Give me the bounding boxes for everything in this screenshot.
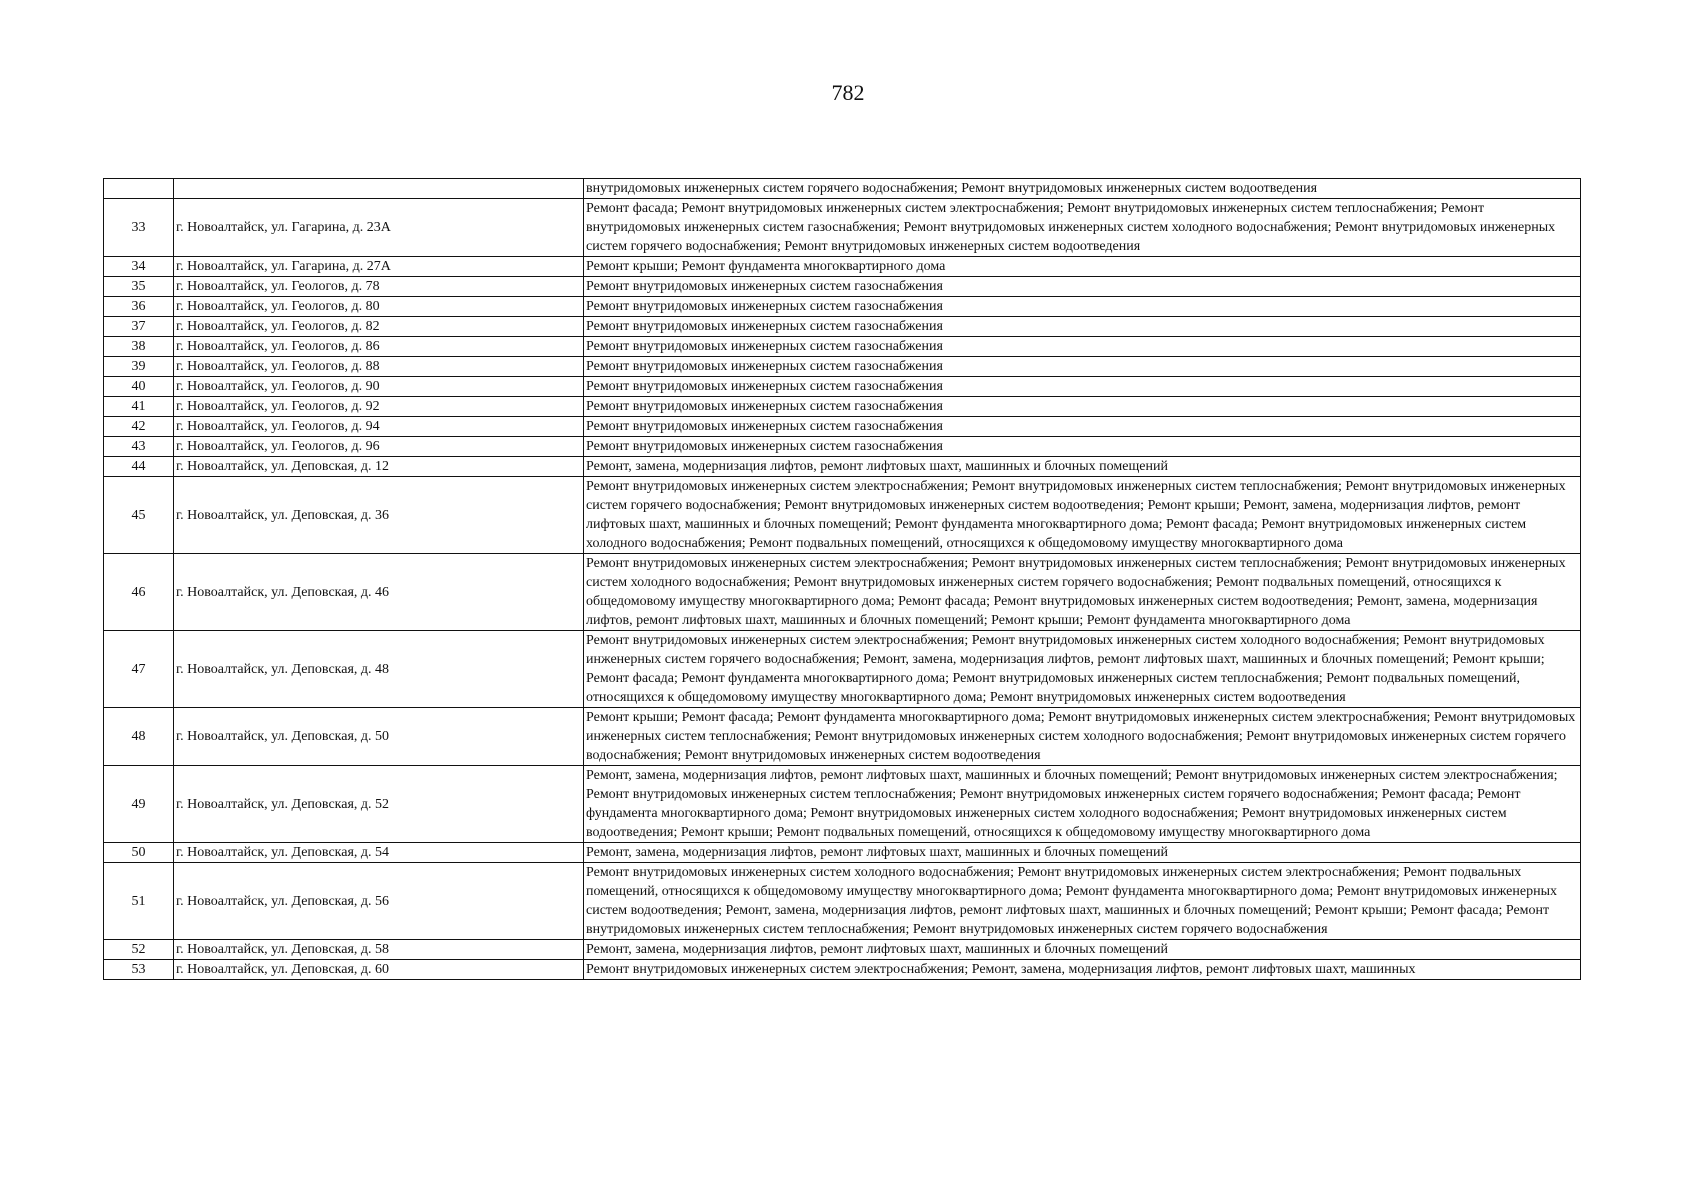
row-address: г. Новоалтайск, ул. Гагарина, д. 23А — [174, 199, 584, 257]
row-number: 48 — [104, 708, 174, 766]
row-address: г. Новоалтайск, ул. Геологов, д. 90 — [174, 377, 584, 397]
row-address: г. Новоалтайск, ул. Геологов, д. 86 — [174, 337, 584, 357]
row-number: 51 — [104, 863, 174, 940]
row-address: г. Новоалтайск, ул. Деповская, д. 50 — [174, 708, 584, 766]
page-number: 782 — [831, 80, 865, 105]
table-row — [104, 960, 1581, 980]
row-number: 41 — [104, 397, 174, 417]
table-row — [104, 297, 1581, 317]
row-number: 42 — [104, 417, 174, 437]
table-row — [104, 457, 1581, 477]
row-address: г. Новоалтайск, ул. Деповская, д. 48 — [174, 631, 584, 708]
row-works: Ремонт, замена, модернизация лифтов, ремонт лифтовых шахт, машинных и блочных помещений — [584, 457, 1581, 477]
row-address: г. Новоалтайск, ул. Деповская, д. 36 — [174, 477, 584, 554]
row-works: Ремонт внутридомовых инженерных систем газоснабжения — [584, 417, 1581, 437]
row-number: 44 — [104, 457, 174, 477]
row-number: 49 — [104, 766, 174, 843]
row-address: г. Новоалтайск, ул. Деповская, д. 54 — [174, 843, 584, 863]
row-number: 46 — [104, 554, 174, 631]
row-number: 37 — [104, 317, 174, 337]
table-row — [104, 179, 1581, 199]
row-number: 40 — [104, 377, 174, 397]
row-number: 50 — [104, 843, 174, 863]
table-row — [104, 277, 1581, 297]
row-address: г. Новоалтайск, ул. Деповская, д. 60 — [174, 960, 584, 980]
row-address: г. Новоалтайск, ул. Гагарина, д. 27А — [174, 257, 584, 277]
table-row — [104, 631, 1581, 708]
row-works: Ремонт, замена, модернизация лифтов, ремонт лифтовых шахт, машинных и блочных помещений — [584, 940, 1581, 960]
table-row — [104, 397, 1581, 417]
row-works: Ремонт внутридомовых инженерных систем газоснабжения — [584, 377, 1581, 397]
row-works: Ремонт внутридомовых инженерных систем холодного водоснабжения; Ремонт внутридомовых инженерных систем электроснабжения; Ремонт подвальных помещений, относящихся к общедомовому имуществу многоквартирного дома; Ремонт фундамента многоквартирного дома; Ремонт внутридомовых инженерных систем водоотведения; Ремонт, замена, модернизация лифтов, ремонт лифтовых шахт, машинных и блочных помещений; Ремонт крыши; Ремонт фасада; Ремонт внутридомовых инженерных систем теплоснабжения; Ремонт внутридомовых инженерных систем горячего водоснабжения — [584, 863, 1581, 940]
table-row — [104, 337, 1581, 357]
row-number — [104, 179, 174, 199]
row-address: г. Новоалтайск, ул. Деповская, д. 12 — [174, 457, 584, 477]
row-works: Ремонт, замена, модернизация лифтов, ремонт лифтовых шахт, машинных и блочных помещений; Ремонт внутридомовых инженерных систем электроснабжения; Ремонт внутридомовых инженерных систем теплоснабжения; Ремонт внутридомовых инженерных систем горячего водоснабжения; Ремонт фасада; Ремонт фундамента многоквартирного дома; Ремонт внутридомовых инженерных систем холодного водоснабжения; Ремонт внутридомовых инженерных систем водоотведения; Ремонт крыши; Ремонт подвальных помещений, относящихся к общедомовому имуществу многоквартирного дома — [584, 766, 1581, 843]
row-number: 45 — [104, 477, 174, 554]
row-number: 35 — [104, 277, 174, 297]
row-address: г. Новоалтайск, ул. Геологов, д. 80 — [174, 297, 584, 317]
row-address: г. Новоалтайск, ул. Деповская, д. 56 — [174, 863, 584, 940]
row-address: г. Новоалтайск, ул. Геологов, д. 94 — [174, 417, 584, 437]
row-works: Ремонт внутридомовых инженерных систем газоснабжения — [584, 277, 1581, 297]
row-works: Ремонт внутридомовых инженерных систем газоснабжения — [584, 337, 1581, 357]
table-row — [104, 766, 1581, 843]
row-works: Ремонт крыши; Ремонт фасада; Ремонт фундамента многоквартирного дома; Ремонт внутридомовых инженерных систем электроснабжения; Ремонт внутридомовых инженерных систем теплоснабжения; Ремонт внутридомовых инженерных систем холодного водоснабжения; Ремонт внутридомовых инженерных систем горячего водоснабжения; Ремонт внутридомовых инженерных систем водоотведения — [584, 708, 1581, 766]
row-address — [174, 179, 584, 199]
row-address: г. Новоалтайск, ул. Геологов, д. 96 — [174, 437, 584, 457]
table-row — [104, 708, 1581, 766]
row-address: г. Новоалтайск, ул. Деповская, д. 58 — [174, 940, 584, 960]
table-row — [104, 317, 1581, 337]
row-address: г. Новоалтайск, ул. Деповская, д. 46 — [174, 554, 584, 631]
table-row — [104, 257, 1581, 277]
table-row — [104, 863, 1581, 940]
row-number: 38 — [104, 337, 174, 357]
table-row — [104, 357, 1581, 377]
table-row — [104, 417, 1581, 437]
row-number: 52 — [104, 940, 174, 960]
row-number: 34 — [104, 257, 174, 277]
row-works: Ремонт внутридомовых инженерных систем электроснабжения; Ремонт внутридомовых инженерных систем теплоснабжения; Ремонт внутридомовых инженерных систем горячего водоснабжения; Ремонт внутридомовых инженерных систем водоотведения; Ремонт крыши; Ремонт, замена, модернизация лифтов, ремонт лифтовых шахт, машинных и блочных помещений; Ремонт фундамента многоквартирного дома; Ремонт фасада; Ремонт внутридомовых инженерных систем холодного водоснабжения; Ремонт подвальных помещений, относящихся к общедомовому имуществу многоквартирного дома — [584, 477, 1581, 554]
row-number: 33 — [104, 199, 174, 257]
row-address: г. Новоалтайск, ул. Геологов, д. 82 — [174, 317, 584, 337]
row-number: 39 — [104, 357, 174, 377]
table-row — [104, 843, 1581, 863]
row-works: Ремонт внутридомовых инженерных систем электроснабжения; Ремонт внутридомовых инженерных систем теплоснабжения; Ремонт внутридомовых инженерных систем холодного водоснабжения; Ремонт внутридомовых инженерных систем горячего водоснабжения; Ремонт подвальных помещений, относящихся к общедомовому имуществу многоквартирного дома; Ремонт фасада; Ремонт внутридомовых инженерных систем водоотведения; Ремонт, замена, модернизация лифтов, ремонт лифтовых шахт, машинных и блочных помещений; Ремонт крыши; Ремонт фундамента многоквартирного дома — [584, 554, 1581, 631]
table-row — [104, 940, 1581, 960]
registry-table — [103, 178, 1581, 980]
row-number: 36 — [104, 297, 174, 317]
row-works: Ремонт внутридомовых инженерных систем газоснабжения — [584, 397, 1581, 417]
row-works: Ремонт внутридомовых инженерных систем газоснабжения — [584, 437, 1581, 457]
row-address: г. Новоалтайск, ул. Геологов, д. 92 — [174, 397, 584, 417]
row-number: 47 — [104, 631, 174, 708]
row-works: внутридомовых инженерных систем горячего водоснабжения; Ремонт внутридомовых инженерных систем водоотведения — [584, 179, 1581, 199]
row-number: 43 — [104, 437, 174, 457]
table-row — [104, 477, 1581, 554]
row-works: Ремонт фасада; Ремонт внутридомовых инженерных систем электроснабжения; Ремонт внутридомовых инженерных систем теплоснабжения; Ремонт внутридомовых инженерных систем газоснабжения; Ремонт внутридомовых инженерных систем холодного водоснабжения; Ремонт внутридомовых инженерных систем горячего водоснабжения; Ремонт внутридомовых инженерных систем водоотведения — [584, 199, 1581, 257]
table-row — [104, 199, 1581, 257]
row-works: Ремонт, замена, модернизация лифтов, ремонт лифтовых шахт, машинных и блочных помещений — [584, 843, 1581, 863]
table-row — [104, 554, 1581, 631]
row-number: 53 — [104, 960, 174, 980]
row-address: г. Новоалтайск, ул. Геологов, д. 78 — [174, 277, 584, 297]
row-address: г. Новоалтайск, ул. Геологов, д. 88 — [174, 357, 584, 377]
row-works: Ремонт крыши; Ремонт фундамента многоквартирного дома — [584, 257, 1581, 277]
row-works: Ремонт внутридомовых инженерных систем газоснабжения — [584, 357, 1581, 377]
row-works: Ремонт внутридомовых инженерных систем газоснабжения — [584, 317, 1581, 337]
row-address: г. Новоалтайск, ул. Деповская, д. 52 — [174, 766, 584, 843]
table-row — [104, 437, 1581, 457]
row-works: Ремонт внутридомовых инженерных систем электроснабжения; Ремонт, замена, модернизация лифтов, ремонт лифтовых шахт, машинных — [584, 960, 1581, 980]
table-row — [104, 377, 1581, 397]
row-works: Ремонт внутридомовых инженерных систем электроснабжения; Ремонт внутридомовых инженерных систем холодного водоснабжения; Ремонт внутридомовых инженерных систем горячего водоснабжения; Ремонт, замена, модернизация лифтов, ремонт лифтовых шахт, машинных и блочных помещений; Ремонт крыши; Ремонт фасада; Ремонт фундамента многоквартирного дома; Ремонт внутридомовых инженерных систем теплоснабжения; Ремонт подвальных помещений, относящихся к общедомовому имуществу многоквартирного дома; Ремонт внутридомовых инженерных систем водоотведения — [584, 631, 1581, 708]
row-works: Ремонт внутридомовых инженерных систем газоснабжения — [584, 297, 1581, 317]
